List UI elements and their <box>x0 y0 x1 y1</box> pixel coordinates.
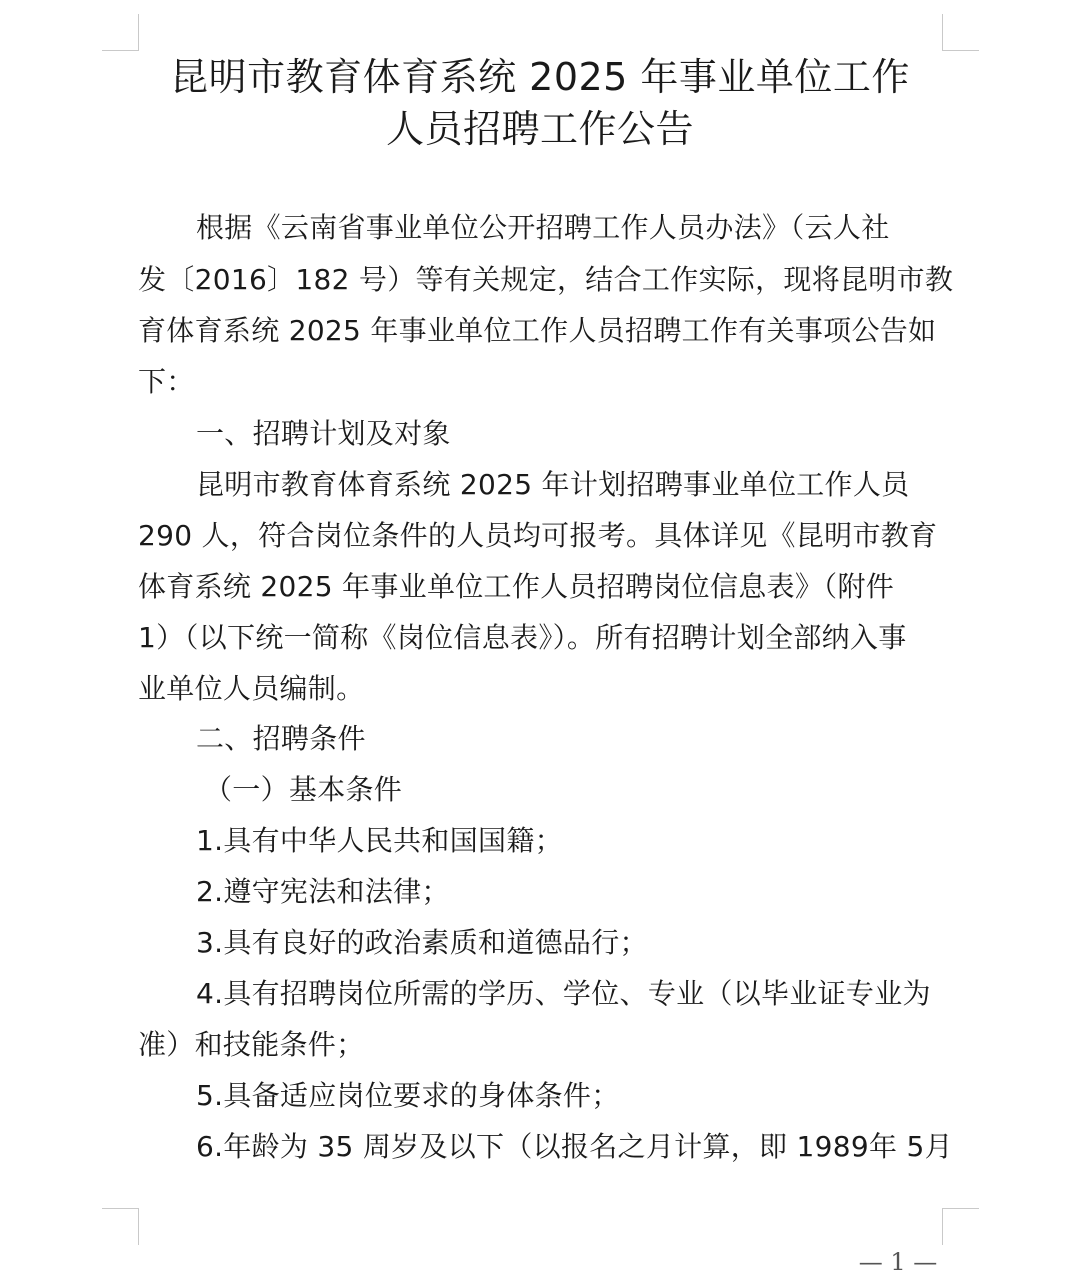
paragraph-plan-line: 1）（以下统一简称《岗位信息表》）。所有招聘计划全部纳入事 <box>138 621 907 654</box>
paragraph-intro-line: 发〔2016〕182 号）等有关规定，结合工作实际，现将昆明市教 <box>138 263 954 296</box>
paragraph-plan-line: 昆明市教育体育系统 2025 年计划招聘事业单位工作人员 <box>196 468 910 501</box>
page-corner-mark-top-right <box>942 14 979 51</box>
document-title-line-2: 人员招聘工作公告 <box>385 107 694 151</box>
paragraph-plan-line: 体育系统 2025 年事业单位工作人员招聘岗位信息表》（附件 <box>138 570 895 603</box>
subsection-heading-basic-conditions: （一）基本条件 <box>204 773 403 806</box>
paragraph-plan-line: 290 人，符合岗位条件的人员均可报考。具体详见《昆明市教育 <box>138 519 938 552</box>
condition-item: 2.遵守宪法和法律； <box>196 875 450 908</box>
paragraph-plan-line: 业单位人员编制。 <box>138 672 365 705</box>
page-corner-mark-top-left <box>102 14 139 51</box>
condition-item: 3.具有良好的政治素质和道德品行； <box>196 926 648 959</box>
section-heading-plan: 一、招聘计划及对象 <box>196 417 451 450</box>
section-heading-conditions: 二、招聘条件 <box>196 722 366 755</box>
condition-item: 1.具有中华人民共和国国籍； <box>196 824 563 857</box>
document-title-line-1: 昆明市教育体育系统 2025 年事业单位工作 <box>170 55 910 99</box>
page-corner-mark-bottom-left <box>102 1208 139 1245</box>
condition-item: 4.具有招聘岗位所需的学历、学位、专业（以毕业证专业为 <box>196 977 931 1010</box>
paragraph-intro-line: 根据《云南省事业单位公开招聘工作人员办法》（云人社 <box>196 211 890 244</box>
paragraph-intro-line: 下： <box>138 365 195 398</box>
condition-item-continuation: 准）和技能条件； <box>138 1028 365 1061</box>
page-corner-mark-bottom-right <box>942 1208 979 1245</box>
page-number: — 1 — <box>858 1248 938 1276</box>
paragraph-intro-line: 育体育系统 2025 年事业单位工作人员招聘工作有关事项公告如 <box>138 314 937 347</box>
condition-item: 5.具备适应岗位要求的身体条件； <box>196 1079 620 1112</box>
condition-item: 6.年龄为 35 周岁及以下（以报名之月计算，即 1989年 5月 <box>196 1130 953 1163</box>
